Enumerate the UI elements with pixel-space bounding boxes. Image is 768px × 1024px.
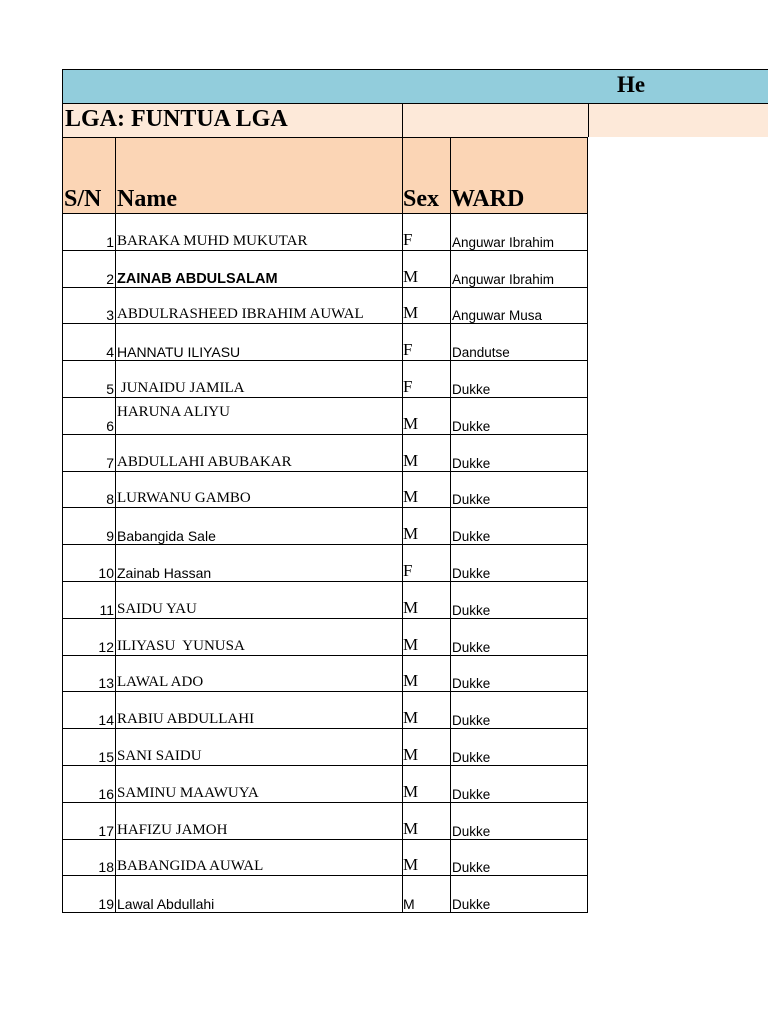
table-row <box>63 397 588 434</box>
cell-name: LAWAL ADO <box>116 655 403 692</box>
header-name: Name <box>116 138 403 214</box>
cell-ward: Dukke <box>451 692 588 729</box>
cell-ward: Dukke <box>451 434 588 471</box>
cell-sn: 2 <box>63 250 116 287</box>
table-row <box>63 692 588 729</box>
cell-sex: M <box>403 765 451 802</box>
lga-label: LGA: FUNTUA LGA <box>65 106 288 132</box>
cell-ward: Anguwar Musa <box>451 287 588 324</box>
cell-ward: Dandutse <box>451 324 588 361</box>
cell-ward: Dukke <box>451 471 588 508</box>
cell-sex: F <box>403 324 451 361</box>
cell-ward: Anguwar Ibrahim <box>451 214 588 251</box>
cell-sn: 4 <box>63 324 116 361</box>
cell-name: JUNAIDU JAMILA <box>116 361 403 398</box>
table-row <box>63 287 588 324</box>
cell-ward: Dukke <box>451 839 588 876</box>
header-sn: S/N <box>63 138 116 214</box>
cell-name: RABIU ABDULLAHI <box>116 692 403 729</box>
cell-sex: M <box>403 618 451 655</box>
cell-name: BARAKA MUHD MUKUTAR <box>116 214 403 251</box>
table-row <box>63 765 588 802</box>
table-row <box>63 802 588 839</box>
table-row <box>63 839 588 876</box>
cell-sex: F <box>403 545 451 582</box>
cell-sex: M <box>403 839 451 876</box>
cell-ward: Dukke <box>451 876 588 913</box>
cell-name: ZAINAB ABDULSALAM <box>116 250 403 287</box>
cell-name: Babangida Sale <box>116 508 403 545</box>
cell-sn: 3 <box>63 287 116 324</box>
cell-sn: 1 <box>63 214 116 251</box>
cell-sn: 19 <box>63 876 116 913</box>
cell-name: HAFIZU JAMOH <box>116 802 403 839</box>
cell-ward: Dukke <box>451 765 588 802</box>
cell-sex: M <box>403 250 451 287</box>
cell-sex: M <box>403 802 451 839</box>
cell-name: ABDULLAHI ABUBAKAR <box>116 434 403 471</box>
cell-ward: Dukke <box>451 508 588 545</box>
cell-sex: M <box>403 471 451 508</box>
cell-ward: Dukke <box>451 729 588 766</box>
cell-sex: M <box>403 434 451 471</box>
roster-table <box>62 137 588 913</box>
cell-sex: M <box>403 508 451 545</box>
cell-sn: 11 <box>63 581 116 618</box>
table-row <box>63 471 588 508</box>
cell-sex: M <box>403 581 451 618</box>
cell-sn: 18 <box>63 839 116 876</box>
cell-name: ABDULRASHEED IBRAHIM AUWAL <box>116 287 403 324</box>
cell-ward: Anguwar Ibrahim <box>451 250 588 287</box>
cell-sn: 5 <box>63 361 116 398</box>
cell-sn: 12 <box>63 618 116 655</box>
table-row <box>63 545 588 582</box>
table-row <box>63 250 588 287</box>
cell-sn: 8 <box>63 471 116 508</box>
cell-sex: M <box>403 397 451 434</box>
table-row <box>63 618 588 655</box>
cell-name: SAMINU MAAWUYA <box>116 765 403 802</box>
cell-sn: 7 <box>63 434 116 471</box>
table-row <box>63 876 588 913</box>
cell-sn: 13 <box>63 655 116 692</box>
table-row <box>63 361 588 398</box>
cell-sn: 16 <box>63 765 116 802</box>
cell-ward: Dukke <box>451 802 588 839</box>
cell-sex: M <box>403 876 451 913</box>
table-row <box>63 434 588 471</box>
cell-sn: 14 <box>63 692 116 729</box>
lga-empty-cell <box>403 104 589 137</box>
cell-name: Zainab Hassan <box>116 545 403 582</box>
cell-name: SAIDU YAU <box>116 581 403 618</box>
cell-name: BABANGIDA AUWAL <box>116 839 403 876</box>
table-row <box>63 214 588 251</box>
sheet-title: He <box>617 72 646 97</box>
cell-ward: Dukke <box>451 545 588 582</box>
cell-ward: Dukke <box>451 397 588 434</box>
cell-name: LURWANU GAMBO <box>116 471 403 508</box>
cell-sn: 17 <box>63 802 116 839</box>
cell-ward: Dukke <box>451 361 588 398</box>
cell-sex: F <box>403 214 451 251</box>
cell-sex: F <box>403 361 451 398</box>
cell-sn: 6 <box>63 397 116 434</box>
table-row <box>63 729 588 766</box>
cell-sex: M <box>403 287 451 324</box>
header-ward: WARD <box>451 138 588 214</box>
lga-row <box>62 103 768 137</box>
table-row <box>63 508 588 545</box>
cell-ward: Dukke <box>451 655 588 692</box>
cell-sex: M <box>403 729 451 766</box>
table-row <box>63 581 588 618</box>
sheet-title-bar <box>62 69 768 103</box>
cell-sex: M <box>403 655 451 692</box>
table-row <box>63 655 588 692</box>
cell-name: HANNATU ILIYASU <box>116 324 403 361</box>
cell-sn: 15 <box>63 729 116 766</box>
cell-sex: M <box>403 692 451 729</box>
cell-name: ILIYASU YUNUSA <box>116 618 403 655</box>
cell-ward: Dukke <box>451 581 588 618</box>
header-row <box>63 138 588 214</box>
cell-name: Lawal Abdullahi <box>116 876 403 913</box>
cell-sn: 9 <box>63 508 116 545</box>
header-sex: Sex <box>403 138 451 214</box>
cell-name: SANI SAIDU <box>116 729 403 766</box>
cell-sn: 10 <box>63 545 116 582</box>
table-row <box>63 324 588 361</box>
cell-ward: Dukke <box>451 618 588 655</box>
cell-name: HARUNA ALIYU <box>116 397 403 434</box>
